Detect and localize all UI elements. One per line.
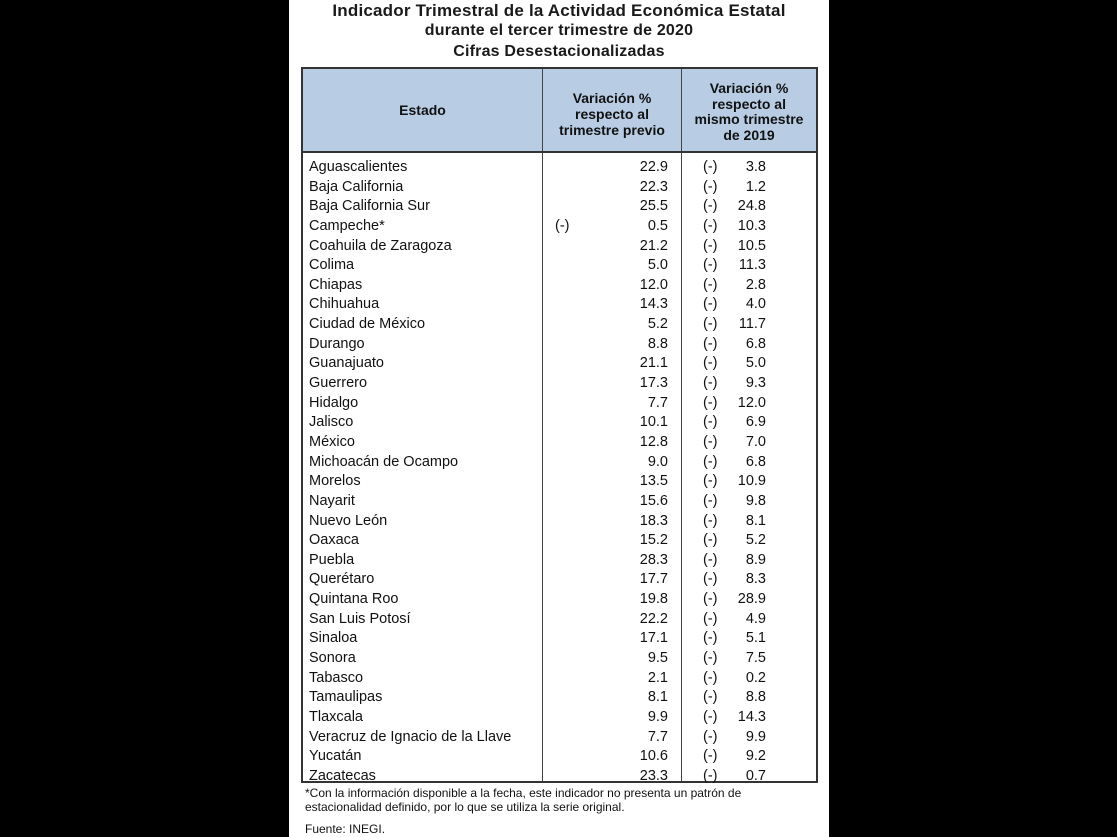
table-row: [303, 747, 816, 767]
state-name: Sonora: [309, 650, 356, 667]
anual-negative-marker: (-): [703, 414, 718, 431]
variation-same-quarter-2019: 10.5: [737, 237, 766, 254]
table-row: [303, 512, 816, 532]
variation-previous-quarter: 8.8: [647, 335, 668, 352]
table-row: [303, 276, 816, 296]
table-row: [303, 354, 816, 374]
variation-previous-quarter: 21.1: [639, 355, 668, 372]
state-name: Nayarit: [309, 492, 355, 509]
state-name: Jalisco: [309, 414, 354, 431]
anual-negative-marker: (-): [703, 748, 718, 765]
anual-negative-marker: (-): [703, 276, 718, 293]
variation-same-quarter-2019: 9.2: [745, 748, 766, 765]
table-row: [303, 728, 816, 748]
variation-same-quarter-2019: 11.3: [738, 257, 766, 274]
variation-same-quarter-2019: 5.0: [745, 355, 766, 372]
variation-previous-quarter: 7.7: [647, 394, 668, 411]
state-name: Chihuahua: [309, 296, 380, 313]
variation-previous-quarter: 13.5: [639, 473, 668, 490]
header-line: mismo trimestre: [694, 111, 804, 127]
table-row: [303, 413, 816, 433]
anual-negative-marker: (-): [703, 669, 718, 686]
table-row: [303, 295, 816, 315]
variation-same-quarter-2019: 12.0: [737, 394, 766, 411]
variation-previous-quarter: 8.1: [647, 689, 668, 706]
table-row: [303, 237, 816, 257]
variation-same-quarter-2019: 11.7: [738, 316, 766, 333]
anual-negative-marker: (-): [703, 512, 718, 529]
state-name: Durango: [309, 335, 365, 352]
variation-same-quarter-2019: 9.9: [745, 728, 766, 745]
state-name: Campeche*: [309, 217, 385, 234]
header-trimestre-previo: [543, 90, 681, 138]
table-header: [303, 69, 816, 153]
variation-same-quarter-2019: 14.3: [737, 708, 766, 725]
table-row: [303, 708, 816, 728]
anual-negative-marker: (-): [703, 728, 718, 745]
header-line: respecto al: [712, 95, 786, 112]
title-line-1: Indicador Trimestral de la Actividad Económica Estatal: [332, 1, 786, 20]
anual-negative-marker: (-): [703, 767, 718, 784]
variation-previous-quarter: 10.1: [639, 414, 668, 431]
variation-same-quarter-2019: 5.2: [745, 532, 766, 549]
state-name: Zacatecas: [309, 767, 376, 784]
state-name: Morelos: [309, 473, 361, 490]
table-row: [303, 610, 816, 630]
variation-previous-quarter: 14.3: [639, 296, 668, 313]
variation-same-quarter-2019: 4.0: [745, 296, 766, 313]
table-row: [303, 197, 816, 217]
anual-negative-marker: (-): [703, 689, 718, 706]
variation-previous-quarter: 21.2: [639, 237, 668, 254]
anual-negative-marker: (-): [703, 571, 718, 588]
anual-negative-marker: (-): [703, 296, 718, 313]
table-row: [303, 217, 816, 237]
anual-negative-marker: (-): [703, 237, 718, 254]
variation-previous-quarter: 17.7: [639, 571, 668, 588]
source-note: Fuente: INEGI.: [305, 822, 386, 836]
footnote: [305, 786, 825, 814]
table-row: [303, 315, 816, 335]
anual-negative-marker: (-): [703, 591, 718, 608]
anual-negative-marker: (-): [703, 650, 718, 667]
variation-previous-quarter: 2.1: [647, 669, 668, 686]
variation-same-quarter-2019: 8.1: [745, 512, 766, 529]
table-row: [303, 688, 816, 708]
table-row: [303, 629, 816, 649]
variation-previous-quarter: 22.2: [639, 610, 668, 627]
variation-same-quarter-2019: 9.8: [745, 492, 766, 509]
anual-negative-marker: (-): [703, 630, 718, 647]
anual-negative-marker: (-): [703, 610, 718, 627]
anual-negative-marker: (-): [703, 355, 718, 372]
state-name: Tabasco: [309, 669, 364, 686]
table-row: [303, 472, 816, 492]
variation-same-quarter-2019: 5.1: [745, 630, 766, 647]
anual-negative-marker: (-): [703, 433, 718, 450]
anual-negative-marker: (-): [703, 453, 718, 470]
state-name: San Luis Potosí: [309, 610, 411, 627]
variation-same-quarter-2019: 2.8: [745, 276, 766, 293]
anual-negative-marker: (-): [703, 551, 718, 568]
state-name: Tamaulipas: [309, 689, 383, 706]
variation-same-quarter-2019: 8.3: [745, 571, 766, 588]
table-row: [303, 256, 816, 276]
state-name: Aguascalientes: [309, 159, 408, 175]
variation-same-quarter-2019: 6.8: [745, 335, 766, 352]
variation-previous-quarter: 17.1: [639, 630, 668, 647]
anual-negative-marker: (-): [703, 532, 718, 549]
variation-same-quarter-2019: 24.8: [737, 198, 766, 215]
variation-previous-quarter: 9.9: [647, 708, 668, 725]
table-row: [303, 335, 816, 355]
variation-previous-quarter: 12.8: [639, 433, 668, 450]
header-line: de 2019: [723, 126, 775, 143]
variation-previous-quarter: 5.2: [647, 316, 668, 333]
footnote-line: *Con la información disponible a la fecha, este indicador no presenta un patrón de: [305, 786, 742, 800]
variation-previous-quarter: 22.9: [639, 159, 668, 175]
variation-same-quarter-2019: 0.7: [745, 767, 766, 784]
anual-negative-marker: (-): [703, 708, 718, 725]
anual-negative-marker: (-): [703, 316, 718, 333]
table-row: [303, 669, 816, 689]
header-line: trimestre previo: [559, 122, 665, 138]
variation-previous-quarter: 15.2: [639, 532, 668, 549]
variation-same-quarter-2019: 10.9: [737, 473, 766, 490]
title-line-3: Cifras Desestacionalizadas: [453, 43, 665, 60]
variation-same-quarter-2019: 0.2: [745, 669, 766, 686]
state-name: México: [309, 433, 355, 450]
variation-same-quarter-2019: 3.8: [745, 159, 766, 175]
table-body: [303, 158, 816, 787]
variation-previous-quarter: 25.5: [639, 198, 668, 215]
variation-previous-quarter: 23.3: [639, 767, 668, 784]
previo-negative-marker: (-): [555, 217, 570, 234]
state-name: Chiapas: [309, 276, 363, 293]
state-name: Yucatán: [309, 748, 362, 765]
data-table: [301, 67, 818, 783]
anual-negative-marker: (-): [703, 375, 718, 392]
state-name: Veracruz de Ignacio de la Llave: [309, 728, 512, 745]
anual-negative-marker: (-): [703, 178, 718, 195]
state-name: Oaxaca: [309, 532, 359, 549]
variation-previous-quarter: 17.3: [639, 375, 668, 392]
variation-previous-quarter: 15.6: [639, 492, 668, 509]
footnote-line: estacionalidad definido, por lo que se utiliza la serie original.: [305, 800, 625, 814]
header-line: Variación %: [709, 80, 789, 96]
state-name: Michoacán de Ocampo: [309, 453, 459, 470]
state-name: Querétaro: [309, 571, 375, 588]
variation-same-quarter-2019: 6.9: [745, 414, 766, 431]
variation-same-quarter-2019: 9.3: [745, 375, 766, 392]
anual-negative-marker: (-): [703, 473, 718, 490]
table-row: [303, 394, 816, 414]
table-row: [303, 649, 816, 669]
document-page: [289, 0, 829, 837]
variation-previous-quarter: 18.3: [639, 512, 668, 529]
table-row: [303, 551, 816, 571]
state-name: Tlaxcala: [309, 708, 363, 725]
variation-previous-quarter: 5.0: [647, 257, 668, 274]
variation-same-quarter-2019: 7.0: [745, 433, 766, 450]
state-name: Guanajuato: [309, 355, 384, 372]
header-line: respecto al: [575, 106, 649, 122]
state-name: Baja California: [309, 178, 404, 195]
variation-same-quarter-2019: 8.8: [745, 689, 766, 706]
state-name: Nuevo León: [309, 512, 388, 529]
anual-negative-marker: (-): [703, 198, 718, 215]
table-row: [303, 492, 816, 512]
anual-negative-marker: (-): [703, 159, 718, 175]
variation-same-quarter-2019: 10.3: [737, 217, 766, 234]
anual-negative-marker: (-): [703, 257, 718, 274]
anual-negative-marker: (-): [703, 492, 718, 509]
state-name: Quintana Roo: [309, 591, 399, 608]
table-row: [303, 374, 816, 394]
state-name: Sinaloa: [309, 630, 358, 647]
variation-same-quarter-2019: 8.9: [745, 551, 766, 568]
anual-negative-marker: (-): [703, 394, 718, 411]
state-name: Coahuila de Zaragoza: [309, 237, 452, 254]
state-name: Ciudad de México: [309, 316, 426, 333]
variation-previous-quarter: 0.5: [647, 217, 668, 234]
variation-same-quarter-2019: 4.9: [745, 610, 766, 627]
state-name: Hidalgo: [309, 394, 359, 411]
title-line-2: durante el tercer trimestre de 2020: [424, 22, 694, 39]
variation-same-quarter-2019: 1.2: [745, 178, 766, 195]
state-name: Baja California Sur: [309, 198, 430, 215]
header-mismo-trimestre: [682, 81, 816, 143]
table-row: [303, 453, 816, 473]
table-row: [303, 158, 816, 178]
header-line: Variación %: [572, 90, 652, 106]
variation-previous-quarter: 9.0: [647, 453, 668, 470]
header-estado: Estado: [399, 102, 446, 118]
variation-previous-quarter: 7.7: [647, 728, 668, 745]
variation-previous-quarter: 10.6: [639, 748, 668, 765]
table-row: [303, 531, 816, 551]
table-row: [303, 767, 816, 787]
state-name: Guerrero: [309, 375, 368, 392]
table-row: [303, 570, 816, 590]
variation-previous-quarter: 28.3: [639, 551, 668, 568]
variation-previous-quarter: 9.5: [647, 650, 668, 667]
variation-same-quarter-2019: 6.8: [745, 453, 766, 470]
table-row: [303, 433, 816, 453]
anual-negative-marker: (-): [703, 335, 718, 352]
table-row: [303, 178, 816, 198]
table-row: [303, 590, 816, 610]
state-name: Puebla: [309, 551, 355, 568]
variation-previous-quarter: 22.3: [639, 178, 668, 195]
variation-same-quarter-2019: 28.9: [737, 591, 766, 608]
variation-same-quarter-2019: 7.5: [745, 650, 766, 667]
state-name: Colima: [309, 257, 355, 274]
variation-previous-quarter: 12.0: [639, 276, 668, 293]
variation-previous-quarter: 19.8: [639, 591, 668, 608]
anual-negative-marker: (-): [703, 217, 718, 234]
